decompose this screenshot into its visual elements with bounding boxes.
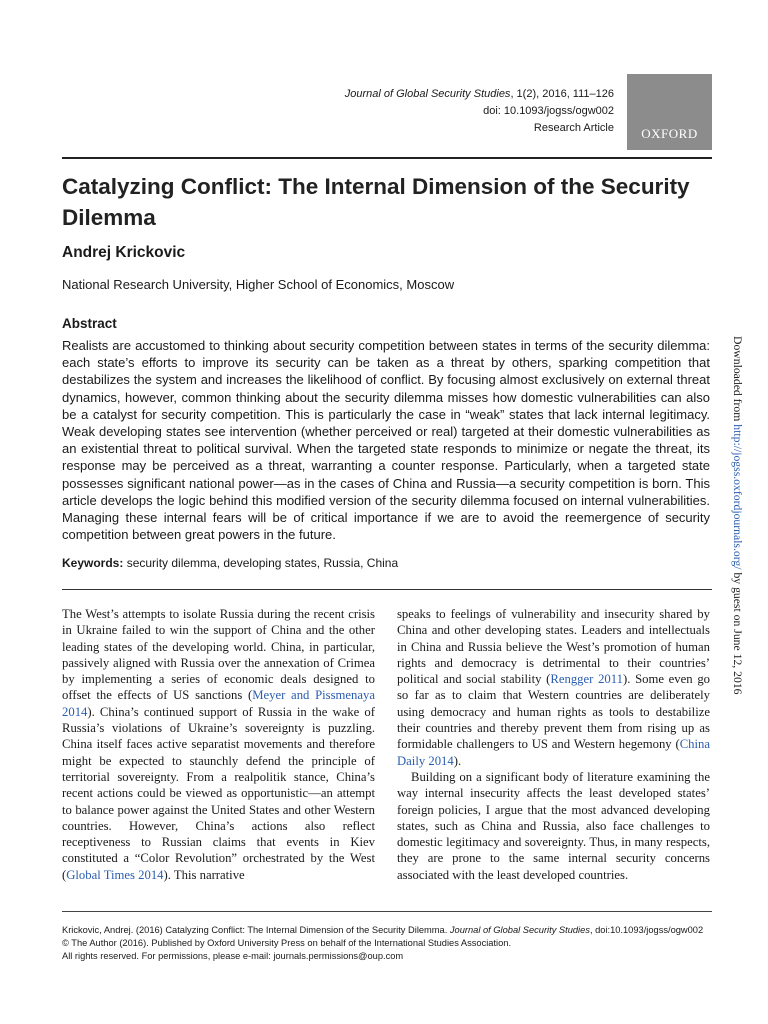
footer-citation-doi: , doi:10.1093/jogss/ogw002 — [589, 925, 704, 935]
citation-link-rengger[interactable]: Rengger 2011 — [550, 672, 623, 687]
footer-journal-name: Journal of Global Security Studies — [449, 925, 590, 935]
journal-issue: , 1(2), 2016, 111–126 — [510, 88, 614, 100]
citation-link-global-times[interactable]: Global Times 2014 — [66, 867, 164, 882]
oxford-logo-text: OXFORD — [641, 126, 698, 141]
author-name: Andrej Krickovic — [62, 244, 186, 261]
journal-name: Journal of Global Security Studies — [344, 88, 511, 100]
citation-link-meyer-pissmenaya[interactable]: Meyer and Pissmenaya 2014 — [62, 688, 375, 719]
body-column-right — [397, 606, 710, 883]
abstract-text: Realists are accustomed to thinking about security competition between states in terms of the security dilemma: each state’s efforts to improve its security can be taken as a threat by others, sparking competition that destabilizes the system and increases the likelihood of conflict. By focusing almost exclusively on external threat dynamics, however, common thinking about the security dilemma misses how domestic vulnerabilities can also be a catalyst for security competition. This is particularly the case in “weak” states that lack internal legitimacy. Weak developing states see intervention (whether perceived or real) targeted at their domestic vulnerabilities as an existential threat to political survival. When the targeted state responds to minimize or negate the threat, its response may be perceived as a threat, warranting a counter response. Particularly, when a targeted state possesses significant national power—as in the cases of China and Russia—a security competition is born. This article develops the logic behind this modified version of the security dilemma focused on internal vulnerabilities. Managing these internal fears will be of critical importance if we are to avoid the reemergence of security competition between great powers in the future. — [62, 338, 710, 543]
download-note — [731, 336, 744, 695]
article-type: Research Article — [533, 122, 614, 134]
body-text: The West’s attempts to isolate Russia during the recent crisis in Ukraine failed to win the support of China and the other leading states of the developing world. China, in particular, passively aligned with Russia over the annexation of Crimea by implementing a series of economic deals designed to offset the effects of US sanctions ( — [62, 607, 375, 703]
footer-copyright: © The Author (2016). Published by Oxford University Press on behalf of the International Studies Association. — [62, 938, 512, 948]
footer-rights: All rights reserved. For permissions, please e-mail: journals.permissions@oup.com — [62, 951, 404, 961]
keywords — [62, 556, 398, 570]
oxford-logo — [627, 74, 712, 150]
journal-header — [345, 86, 614, 137]
download-note-prefix: Downloaded from — [731, 336, 744, 425]
body-text: ). — [453, 753, 462, 768]
header-divider — [62, 157, 712, 159]
footer-citation-text: Krickovic, Andrej. (2016) Catalyzing Conflict: The Internal Dimension of the Security Dilemma. — [62, 925, 450, 935]
footer-citation — [62, 924, 712, 937]
download-note-suffix: by guest on June 12, 2016 — [731, 569, 744, 695]
abstract-heading: Abstract — [62, 316, 117, 331]
body-paragraph — [397, 606, 710, 769]
body-text: speaks to feelings of vulnerability and insecurity shared by China and other developing states. Leaders and intellectuals in China and Russia believe the West’s promotion of human rights and democracy is detrimental to their countries’ political and social stability ( — [397, 607, 710, 687]
article-title: Catalyzing Conflict: The Internal Dimension of the Security Dilemma — [62, 174, 690, 230]
footer-divider — [62, 911, 712, 912]
keywords-label: Keywords: — [62, 556, 124, 570]
body-paragraph: Building on a significant body of literature examining the way internal insecurity affects the least developed states’ foreign policies, I argue that the most advanced developing states, such as China and Russia, also face challenges to domestic legitimacy and sovereignty. Thus, in many respects, they are prone to the same internal security concerns associated with the least developed countries. — [397, 769, 710, 882]
citation-link-china-daily[interactable]: China Daily 2014 — [397, 737, 710, 768]
page-footer — [62, 924, 712, 963]
download-source-link[interactable]: http://jogss.oxfordjournals.org/ — [731, 424, 744, 570]
journal-citation-line — [345, 86, 614, 103]
body-paragraph — [62, 606, 375, 883]
body-text: ). China’s continued support of Russia in the wake of Russia’s violations of Ukraine’s sovereignty is puzzling. China itself faces active separatist movements and therefore might be expected to staunchly defend the principle of territorial sovereignty. From a realpolitik stance, China’s recent actions could be viewed as opportunistic—an attempt to balance power against the United States and other Western countries. However, China’s actions also reflect receptiveness to Russian claims that events in Kiev constituted a “Color Revolution” orchestrated by the West ( — [62, 704, 375, 882]
author-affiliation: National Research University, Higher School of Economics, Moscow — [62, 277, 455, 292]
doi: doi: 10.1093/jogss/ogw002 — [483, 105, 614, 117]
keywords-list: security dilemma, developing states, Russia, China — [123, 556, 399, 570]
body-text: ). Some even go so far as to claim that Western countries are deliberately using democracy and human rights as tools to destabilize their countries and thereby prevent them from rising up as formidable challengers to US and Western hegemony ( — [397, 672, 711, 752]
body-text: ). This narrative — [163, 867, 245, 882]
body-column-left — [62, 606, 375, 883]
abstract-divider — [62, 589, 712, 590]
